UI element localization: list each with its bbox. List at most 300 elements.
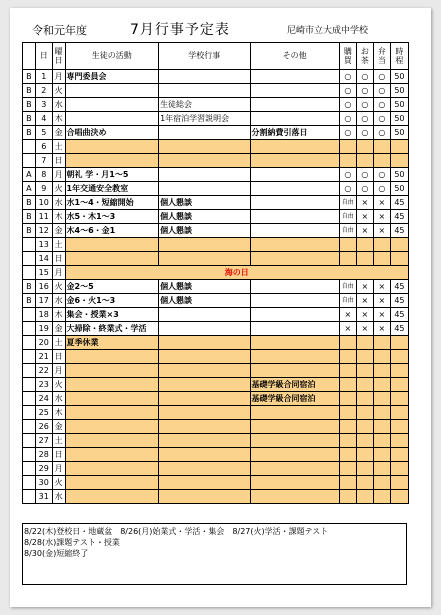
table-row xyxy=(23,406,409,420)
student-activity-cell: 水5・木1～3 xyxy=(65,210,159,224)
shop-cell: ○ xyxy=(339,98,356,112)
day-cell: 1 xyxy=(35,70,52,84)
bento-cell: × xyxy=(373,196,390,210)
header-weekday: 曜日 xyxy=(52,43,65,70)
schedule-type-cell xyxy=(23,434,36,448)
day-cell: 3 xyxy=(35,98,52,112)
period-cell: 45 xyxy=(390,280,408,294)
student-activity-cell xyxy=(65,392,159,406)
schedule-type-cell xyxy=(23,308,36,322)
shop-cell: 自由 xyxy=(339,210,356,224)
student-activity-cell xyxy=(65,112,159,126)
header-day: 日 xyxy=(35,43,52,70)
tea-cell xyxy=(356,448,373,462)
tea-cell xyxy=(356,364,373,378)
school-event-cell xyxy=(159,462,250,476)
bento-cell: ○ xyxy=(373,168,390,182)
table-row xyxy=(23,280,409,294)
schedule-type-cell xyxy=(23,364,36,378)
bento-cell xyxy=(373,154,390,168)
table-row xyxy=(23,364,409,378)
period-cell xyxy=(390,252,408,266)
period-cell: 45 xyxy=(390,308,408,322)
schedule-type-cell xyxy=(23,336,36,350)
other-cell xyxy=(250,84,339,98)
header-schedule-type xyxy=(23,43,36,70)
bento-cell xyxy=(373,378,390,392)
school-event-cell xyxy=(159,84,250,98)
schedule-type-cell xyxy=(23,154,36,168)
notes-box xyxy=(22,523,407,585)
other-cell xyxy=(250,462,339,476)
fiscal-year-label: 令和元年度 xyxy=(32,24,87,37)
school-event-cell: 個人懇談 xyxy=(159,280,250,294)
header-other: その他 xyxy=(250,43,339,70)
student-activity-cell xyxy=(65,154,159,168)
other-cell xyxy=(250,406,339,420)
bento-cell: ○ xyxy=(373,98,390,112)
tea-cell xyxy=(356,420,373,434)
weekday-cell: 日 xyxy=(52,154,65,168)
schedule-type-cell xyxy=(23,476,36,490)
schedule-type-cell: A xyxy=(23,168,36,182)
header-period: 時程 xyxy=(390,43,408,70)
period-cell xyxy=(390,364,408,378)
schedule-type-cell xyxy=(23,238,36,252)
school-event-cell xyxy=(159,392,250,406)
table-row xyxy=(23,476,409,490)
student-activity-cell: 水1～4・短縮開始 xyxy=(65,196,159,210)
shop-cell xyxy=(339,434,356,448)
day-cell: 15 xyxy=(35,266,52,280)
period-cell: 45 xyxy=(390,322,408,336)
bento-cell: ○ xyxy=(373,182,390,196)
day-cell: 11 xyxy=(35,210,52,224)
period-cell xyxy=(390,476,408,490)
other-cell xyxy=(250,154,339,168)
day-cell: 25 xyxy=(35,406,52,420)
table-row xyxy=(23,252,409,266)
period-cell xyxy=(390,434,408,448)
table-row xyxy=(23,140,409,154)
day-cell: 7 xyxy=(35,154,52,168)
day-cell: 12 xyxy=(35,224,52,238)
weekday-cell: 日 xyxy=(52,350,65,364)
tea-cell: × xyxy=(356,210,373,224)
tea-cell: ○ xyxy=(356,98,373,112)
schedule-type-cell xyxy=(23,448,36,462)
period-cell xyxy=(390,406,408,420)
weekday-cell: 木 xyxy=(52,112,65,126)
schedule-type-cell: B xyxy=(23,280,36,294)
student-activity-cell: 金2～5 xyxy=(65,280,159,294)
weekday-cell: 月 xyxy=(52,364,65,378)
bento-cell xyxy=(373,490,390,504)
school-event-cell: 個人懇談 xyxy=(159,224,250,238)
shop-cell: 自由 xyxy=(339,280,356,294)
bento-cell: ○ xyxy=(373,126,390,140)
school-event-cell xyxy=(159,476,250,490)
shop-cell xyxy=(339,336,356,350)
shop-cell xyxy=(339,154,356,168)
shop-cell xyxy=(339,462,356,476)
shop-cell: ○ xyxy=(339,182,356,196)
other-cell xyxy=(250,280,339,294)
table-row xyxy=(23,238,409,252)
table-row xyxy=(23,70,409,84)
bento-cell xyxy=(373,364,390,378)
period-cell: 45 xyxy=(390,224,408,238)
shop-cell: ○ xyxy=(339,70,356,84)
schedule-type-cell: B xyxy=(23,84,36,98)
student-activity-cell xyxy=(65,364,159,378)
other-cell xyxy=(250,350,339,364)
other-cell xyxy=(250,448,339,462)
schedule-type-cell: B xyxy=(23,294,36,308)
tea-cell xyxy=(356,238,373,252)
weekday-cell: 火 xyxy=(52,476,65,490)
shop-cell xyxy=(339,406,356,420)
school-event-cell xyxy=(159,154,250,168)
student-activity-cell: 集会・授業×3 xyxy=(65,308,159,322)
period-cell xyxy=(390,140,408,154)
student-activity-cell xyxy=(65,84,159,98)
day-cell: 4 xyxy=(35,112,52,126)
other-cell xyxy=(250,308,339,322)
student-activity-cell xyxy=(65,350,159,364)
day-cell: 6 xyxy=(35,140,52,154)
schedule-type-cell xyxy=(23,322,36,336)
tea-cell xyxy=(356,476,373,490)
period-cell xyxy=(390,420,408,434)
tea-cell xyxy=(356,490,373,504)
other-cell xyxy=(250,182,339,196)
school-event-cell xyxy=(159,168,250,182)
tea-cell xyxy=(356,336,373,350)
school-event-cell xyxy=(159,378,250,392)
tea-cell xyxy=(356,406,373,420)
student-activity-cell xyxy=(65,98,159,112)
schedule-table xyxy=(22,42,409,504)
student-activity-cell: 朝礼 学・月1～5 xyxy=(65,168,159,182)
table-row xyxy=(23,448,409,462)
student-activity-cell xyxy=(65,448,159,462)
table-row xyxy=(23,490,409,504)
other-cell: 分割納費引落日 xyxy=(250,126,339,140)
weekday-cell: 火 xyxy=(52,84,65,98)
other-cell xyxy=(250,294,339,308)
school-event-cell xyxy=(159,308,250,322)
student-activity-cell: 1年交通安全教室 xyxy=(65,182,159,196)
school-event-cell xyxy=(159,252,250,266)
table-row xyxy=(23,84,409,98)
student-activity-cell: 専門委員会 xyxy=(65,70,159,84)
day-cell: 26 xyxy=(35,420,52,434)
other-cell xyxy=(250,210,339,224)
schedule-type-cell xyxy=(23,378,36,392)
weekday-cell: 金 xyxy=(52,126,65,140)
tea-cell xyxy=(356,378,373,392)
schedule-type-cell: B xyxy=(23,196,36,210)
other-cell xyxy=(250,98,339,112)
school-event-cell xyxy=(159,448,250,462)
period-cell xyxy=(390,392,408,406)
table-row xyxy=(23,462,409,476)
period-cell xyxy=(390,448,408,462)
table-row xyxy=(23,336,409,350)
school-event-cell: 個人懇談 xyxy=(159,196,250,210)
other-cell xyxy=(250,434,339,448)
weekday-cell: 木 xyxy=(52,406,65,420)
day-cell: 27 xyxy=(35,434,52,448)
tea-cell xyxy=(356,434,373,448)
weekday-cell: 火 xyxy=(52,378,65,392)
weekday-cell: 水 xyxy=(52,294,65,308)
day-cell: 18 xyxy=(35,308,52,322)
tea-cell xyxy=(356,140,373,154)
table-row xyxy=(23,182,409,196)
shop-cell xyxy=(339,378,356,392)
table-row xyxy=(23,154,409,168)
header-tea: お茶 xyxy=(356,43,373,70)
other-cell: 基礎学級合同宿泊 xyxy=(250,392,339,406)
schedule-type-cell xyxy=(23,350,36,364)
other-cell xyxy=(250,168,339,182)
day-cell: 20 xyxy=(35,336,52,350)
bento-cell xyxy=(373,350,390,364)
shop-cell xyxy=(339,420,356,434)
school-event-cell xyxy=(159,70,250,84)
table-row xyxy=(23,308,409,322)
student-activity-cell xyxy=(65,140,159,154)
schedule-type-cell xyxy=(23,420,36,434)
shop-cell: ○ xyxy=(339,84,356,98)
bento-cell xyxy=(373,140,390,154)
bento-cell xyxy=(373,462,390,476)
bento-cell xyxy=(373,238,390,252)
weekday-cell: 木 xyxy=(52,210,65,224)
school-event-cell xyxy=(159,490,250,504)
bento-cell: ○ xyxy=(373,84,390,98)
school-event-cell xyxy=(159,350,250,364)
school-event-cell xyxy=(159,336,250,350)
weekday-cell: 月 xyxy=(52,168,65,182)
period-cell xyxy=(390,490,408,504)
period-cell: 45 xyxy=(390,196,408,210)
day-cell: 14 xyxy=(35,252,52,266)
tea-cell xyxy=(356,392,373,406)
tea-cell xyxy=(356,252,373,266)
period-cell xyxy=(390,238,408,252)
page-title: 7月行事予定表 xyxy=(130,22,230,38)
tea-cell xyxy=(356,154,373,168)
student-activity-cell xyxy=(65,238,159,252)
holiday-name-cell: 海の日 xyxy=(65,266,409,280)
table-header-row xyxy=(23,43,409,70)
student-activity-cell: 金6・火1～3 xyxy=(65,294,159,308)
bento-cell: × xyxy=(373,280,390,294)
school-event-cell xyxy=(159,238,250,252)
shop-cell: × xyxy=(339,308,356,322)
shop-cell: ○ xyxy=(339,168,356,182)
tea-cell: × xyxy=(356,280,373,294)
period-cell xyxy=(390,154,408,168)
schedule-type-cell xyxy=(23,266,36,280)
school-event-cell xyxy=(159,434,250,448)
day-cell: 19 xyxy=(35,322,52,336)
period-cell: 50 xyxy=(390,70,408,84)
weekday-cell: 火 xyxy=(52,280,65,294)
tea-cell: ○ xyxy=(356,84,373,98)
shop-cell: 自由 xyxy=(339,196,356,210)
weekday-cell: 土 xyxy=(52,238,65,252)
weekday-cell: 月 xyxy=(52,266,65,280)
school-event-cell: 個人懇談 xyxy=(159,210,250,224)
other-cell xyxy=(250,322,339,336)
tea-cell: ○ xyxy=(356,182,373,196)
school-event-cell: 個人懇談 xyxy=(159,294,250,308)
school-event-cell: 生徒総会 xyxy=(159,98,250,112)
school-event-cell xyxy=(159,364,250,378)
weekday-cell: 日 xyxy=(52,252,65,266)
day-cell: 28 xyxy=(35,448,52,462)
other-cell xyxy=(250,336,339,350)
schedule-type-cell xyxy=(23,462,36,476)
shop-cell xyxy=(339,350,356,364)
student-activity-cell xyxy=(65,490,159,504)
weekday-cell: 木 xyxy=(52,308,65,322)
school-event-cell xyxy=(159,140,250,154)
day-cell: 9 xyxy=(35,182,52,196)
tea-cell xyxy=(356,462,373,476)
table-row xyxy=(23,350,409,364)
table-row xyxy=(23,224,409,238)
schedule-type-cell: B xyxy=(23,126,36,140)
schedule-type-cell: B xyxy=(23,210,36,224)
weekday-cell: 金 xyxy=(52,322,65,336)
day-cell: 29 xyxy=(35,462,52,476)
school-event-cell xyxy=(159,322,250,336)
header-bento: 弁当 xyxy=(373,43,390,70)
bento-cell xyxy=(373,476,390,490)
bento-cell: × xyxy=(373,294,390,308)
bento-cell: × xyxy=(373,322,390,336)
schedule-type-cell xyxy=(23,406,36,420)
bento-cell xyxy=(373,406,390,420)
shop-cell xyxy=(339,238,356,252)
period-cell xyxy=(390,462,408,476)
bento-cell: × xyxy=(373,224,390,238)
bento-cell: × xyxy=(373,308,390,322)
other-cell xyxy=(250,140,339,154)
other-cell xyxy=(250,196,339,210)
period-cell: 45 xyxy=(390,294,408,308)
schedule-type-cell: B xyxy=(23,112,36,126)
table-row xyxy=(23,420,409,434)
shop-cell xyxy=(339,448,356,462)
bento-cell: ○ xyxy=(373,70,390,84)
bento-cell: × xyxy=(373,210,390,224)
tea-cell: × xyxy=(356,196,373,210)
day-cell: 24 xyxy=(35,392,52,406)
student-activity-cell xyxy=(65,462,159,476)
table-row xyxy=(23,126,409,140)
day-cell: 2 xyxy=(35,84,52,98)
schedule-type-cell: B xyxy=(23,70,36,84)
other-cell: 基礎学級合同宿泊 xyxy=(250,378,339,392)
student-activity-cell xyxy=(65,434,159,448)
period-cell: 45 xyxy=(390,210,408,224)
tea-cell: ○ xyxy=(356,168,373,182)
other-cell xyxy=(250,70,339,84)
day-cell: 21 xyxy=(35,350,52,364)
student-activity-cell xyxy=(65,252,159,266)
shop-cell: × xyxy=(339,322,356,336)
day-cell: 30 xyxy=(35,476,52,490)
table-row xyxy=(23,266,409,280)
weekday-cell: 土 xyxy=(52,336,65,350)
student-activity-cell: 合唱曲決め xyxy=(65,126,159,140)
table-row xyxy=(23,196,409,210)
shop-cell: ○ xyxy=(339,126,356,140)
period-cell: 50 xyxy=(390,126,408,140)
shop-cell: 自由 xyxy=(339,224,356,238)
weekday-cell: 月 xyxy=(52,70,65,84)
day-cell: 13 xyxy=(35,238,52,252)
school-name: 尼崎市立大成中学校 xyxy=(287,26,369,36)
tea-cell: × xyxy=(356,224,373,238)
weekday-cell: 水 xyxy=(52,490,65,504)
shop-cell: 自由 xyxy=(339,294,356,308)
bento-cell: ○ xyxy=(373,112,390,126)
other-cell xyxy=(250,476,339,490)
schedule-type-cell: B xyxy=(23,98,36,112)
period-cell xyxy=(390,350,408,364)
schedule-type-cell: B xyxy=(23,224,36,238)
header-shop: 購買 xyxy=(339,43,356,70)
tea-cell: ○ xyxy=(356,70,373,84)
student-activity-cell xyxy=(65,420,159,434)
weekday-cell: 水 xyxy=(52,196,65,210)
table-row xyxy=(23,322,409,336)
other-cell xyxy=(250,224,339,238)
other-cell xyxy=(250,490,339,504)
day-cell: 17 xyxy=(35,294,52,308)
bento-cell xyxy=(373,252,390,266)
period-cell xyxy=(390,378,408,392)
weekday-cell: 日 xyxy=(52,448,65,462)
weekday-cell: 土 xyxy=(52,140,65,154)
bento-cell xyxy=(373,392,390,406)
tea-cell: × xyxy=(356,322,373,336)
table-row xyxy=(23,392,409,406)
bento-cell xyxy=(373,420,390,434)
table-row xyxy=(23,98,409,112)
schedule-type-cell xyxy=(23,490,36,504)
shop-cell xyxy=(339,364,356,378)
other-cell xyxy=(250,252,339,266)
student-activity-cell: 大掃除・終業式・学活 xyxy=(65,322,159,336)
weekday-cell: 金 xyxy=(52,224,65,238)
student-activity-cell xyxy=(65,476,159,490)
weekday-cell: 水 xyxy=(52,392,65,406)
tea-cell: × xyxy=(356,294,373,308)
period-cell: 50 xyxy=(390,98,408,112)
tea-cell: × xyxy=(356,308,373,322)
schedule-type-cell xyxy=(23,252,36,266)
weekday-cell: 火 xyxy=(52,182,65,196)
day-cell: 23 xyxy=(35,378,52,392)
